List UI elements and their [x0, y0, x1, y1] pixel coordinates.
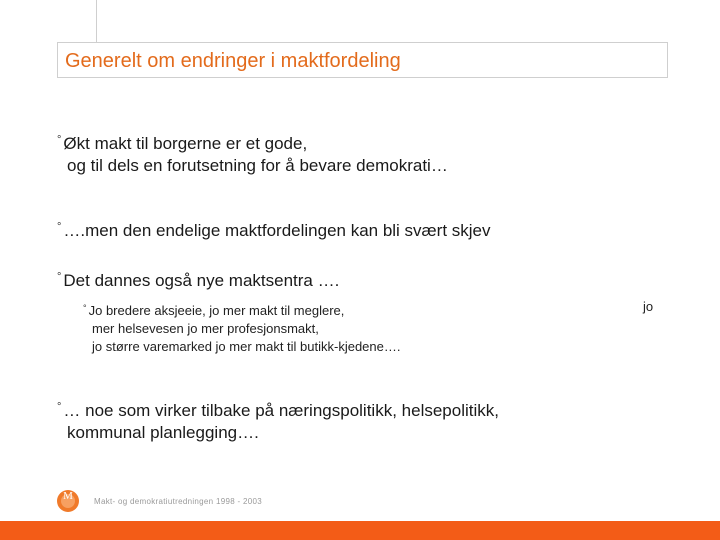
title-box — [57, 42, 668, 78]
sub-bullet-line-3: jo større varemarked jo mer makt til butikk-kjedene…. — [92, 339, 401, 354]
bottom-bar — [0, 521, 720, 540]
bullet-2-line-1: ….men den endelige maktfordelingen kan bli svært skjev — [63, 221, 491, 240]
logo-icon — [56, 486, 80, 514]
bullet-marker: ° — [57, 271, 62, 283]
bullet-1-line-1: Økt makt til borgerne er et gode, — [63, 134, 308, 153]
bullet-marker: ° — [57, 401, 62, 413]
bullet-2 — [57, 216, 491, 242]
sub-bullet-marker: ° — [83, 303, 87, 313]
page-title: Generelt om endringer i maktfordeling — [65, 50, 401, 72]
sub-bullet — [83, 299, 400, 356]
bullet-3 — [57, 266, 339, 292]
bullet-4-line-1: … noe som virker tilbake på næringspolitikk, helsepolitikk, — [63, 401, 499, 420]
sub-bullet-line-2: mer helsevesen jo mer profesjonsmakt, — [92, 321, 319, 336]
sub-bullet-line-1: Jo bredere aksjeeie, jo mer makt til meglere, — [88, 303, 345, 318]
bullet-marker: ° — [57, 134, 62, 146]
bullet-1 — [57, 129, 448, 177]
bullet-1-line-2: og til dels en forutsetning for å bevare demokrati… — [67, 156, 448, 175]
logo-mark: M — [63, 490, 73, 502]
bullet-marker: ° — [57, 221, 62, 233]
floating-word: jo — [643, 299, 654, 314]
logo-text: Makt- og demokratiutredningen 1998 - 2003 — [94, 497, 262, 506]
bullet-4-line-2: kommunal planlegging…. — [67, 423, 259, 442]
bullet-4 — [57, 396, 499, 444]
bullet-3-line-1: Det dannes også nye maktsentra …. — [63, 271, 340, 290]
divider-line — [96, 0, 97, 42]
